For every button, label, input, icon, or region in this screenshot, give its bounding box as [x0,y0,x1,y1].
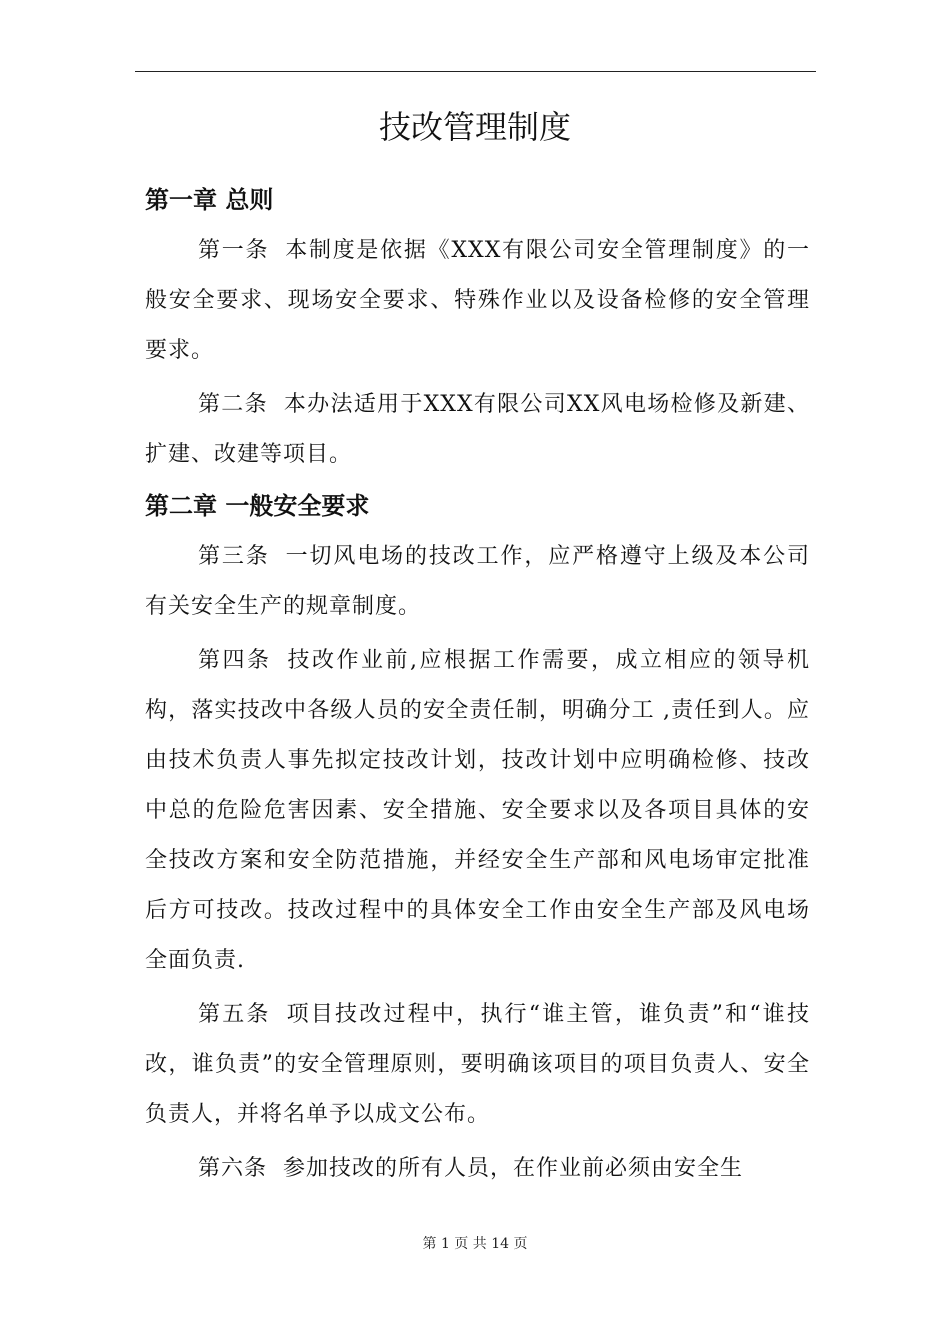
article-paragraph [145,990,810,1140]
page-number-footer: 第 1 页 共 14 页 [422,1236,528,1252]
article-label: 第六条 [198,1156,268,1181]
article-text: 项目技改过程中，执行“谁主管，谁负责”和“谁技改，谁负责”的安全管理原则，要明确该项目的项目负责人、安全负责人，并将名单予以成文公布。 [145,1002,810,1127]
article-label: 第四条 [198,648,272,673]
article-paragraph [145,226,810,376]
article-label: 第五条 [198,1002,271,1027]
article-label: 第二条 [198,392,268,417]
article-label: 第三条 [198,544,270,569]
article-text: 参加技改的所有人员，在作业前必须由安全生 [283,1156,744,1181]
document-title: 技改管理制度 [378,108,571,146]
article-text: 本办法适用于XXX有限公司XX风电场检修及新建、扩建、改建等项目。 [145,392,810,467]
article-paragraph [145,636,810,986]
header-rule [135,71,816,72]
chapter-heading: 第二章 一般安全要求 [145,492,370,520]
document-body [145,178,810,1198]
article-label: 第一条 [198,238,270,263]
article-paragraph [145,380,810,480]
article-paragraph [145,532,810,632]
article-text: 技改作业前,应根据工作需要，成立相应的领导机构，落实技改中各级人员的安全责任制，明确分工 ,责任到人。应由技术负责人事先拟定技改计划，技改计划中应明确检修、技改中总的危险危害因素、安全措施、安全要求以及各项目具体的安全技改方案和安全防范措施，并经安全生产部和风电场审定批准后方可技改。技改过程中的具体安全工作由安全生产部及风电场全面负责. [145,648,810,973]
article-text: 一切风电场的技改工作，应严格遵守上级及本公司有关安全生产的规章制度。 [145,544,810,619]
chapter-heading: 第一章 总则 [145,186,274,214]
article-paragraph [145,1144,810,1194]
article-text: 本制度是依据《XXX有限公司安全管理制度》的一般安全要求、现场安全要求、特殊作业以及设备检修的安全管理要求。 [145,238,810,363]
